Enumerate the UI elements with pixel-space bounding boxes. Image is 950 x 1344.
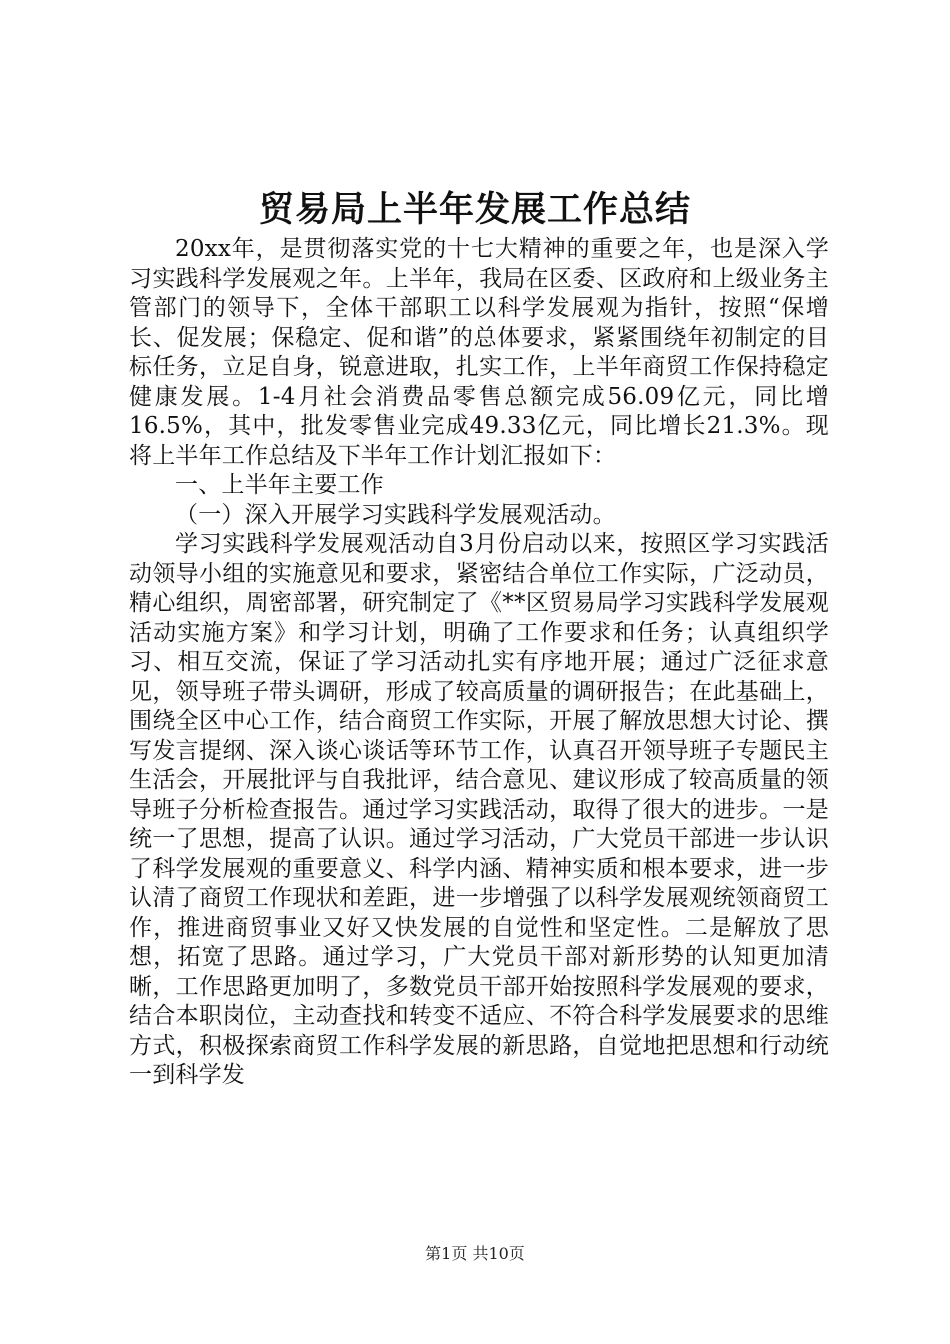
body-paragraph: 学习实践科学发展观活动自3月份启动以来，按照区学习实践活动领导小组的实施意见和要求，紧密结合单位工作实际，广泛动员，精心组织，周密部署，研究制定了《**区贸易局学习实践科学发展观活动实施方案》和学习计划，明确了工作要求和任务；认真组织学习、相互交流，保证了学习活动扎实有序地开展；通过广泛征求意见，领导班子带头调研，形成了较高质量的调研报告；在此基础上，围绕全区中心工作，结合商贸工作实际，开展了解放思想大讨论、撰写发言提纲、深入谈心谈话等环节工作，认真召开领导班子专题民主生活会，开展批评与自我批评，结合意见、建议形成了较高质量的领导班子分析检查报告。通过学习实践活动，取得了很大的进步。一是统一了思想，提高了认识。通过学习活动，广大党员干部进一步认识了科学发展观的重要意义、科学内涵、精神实质和根本要求，进一步认清了商贸工作现状和差距，进一步增强了以科学发展观统领商贸工作，推进商贸事业又好又快发展的自觉性和坚定性。二是解放了思想，拓宽了思路。通过学习，广大党员干部对新形势的认知更加清晰，工作思路更加明了，多数党员干部开始按照科学发展观的要求，结合本职岗位，主动查找和转变不适应、不符合科学发展要求的思维方式，积极探索商贸工作科学发展的新思路，自觉地把思想和行动统一到科学发 [129, 531, 829, 1088]
subsection-heading: （一）深入开展学习实践科学发展观活动。 [175, 501, 616, 528]
document-title: 贸易局上半年发展工作总结 [258, 189, 691, 230]
intro-paragraph: 20xx年，是贯彻落实党的十七大精神的重要之年，也是深入学习实践科学发展观之年。上半年，我局在区委、区政府和上级业务主管部门的领导下，全体干部职工以科学发展观为指针，按照“保增长、促发展；保稳定、促和谐”的总体要求，紧紧围绕年初制定的目标任务，立足自身，锐意进取，扎实工作，上半年商贸工作保持稳定健康发展。1-4月社会消费品零售总额完成56.09亿元，同比增16.5%，其中，批发零售业完成49.33亿元，同比增长21.3%。现将上半年工作总结及下半年工作计划汇报如下： [129, 236, 829, 469]
section-heading: 一、上半年主要工作 [175, 472, 384, 498]
document-body [129, 235, 829, 1091]
page-number-footer: 第1页 共10页 [425, 1244, 525, 1263]
